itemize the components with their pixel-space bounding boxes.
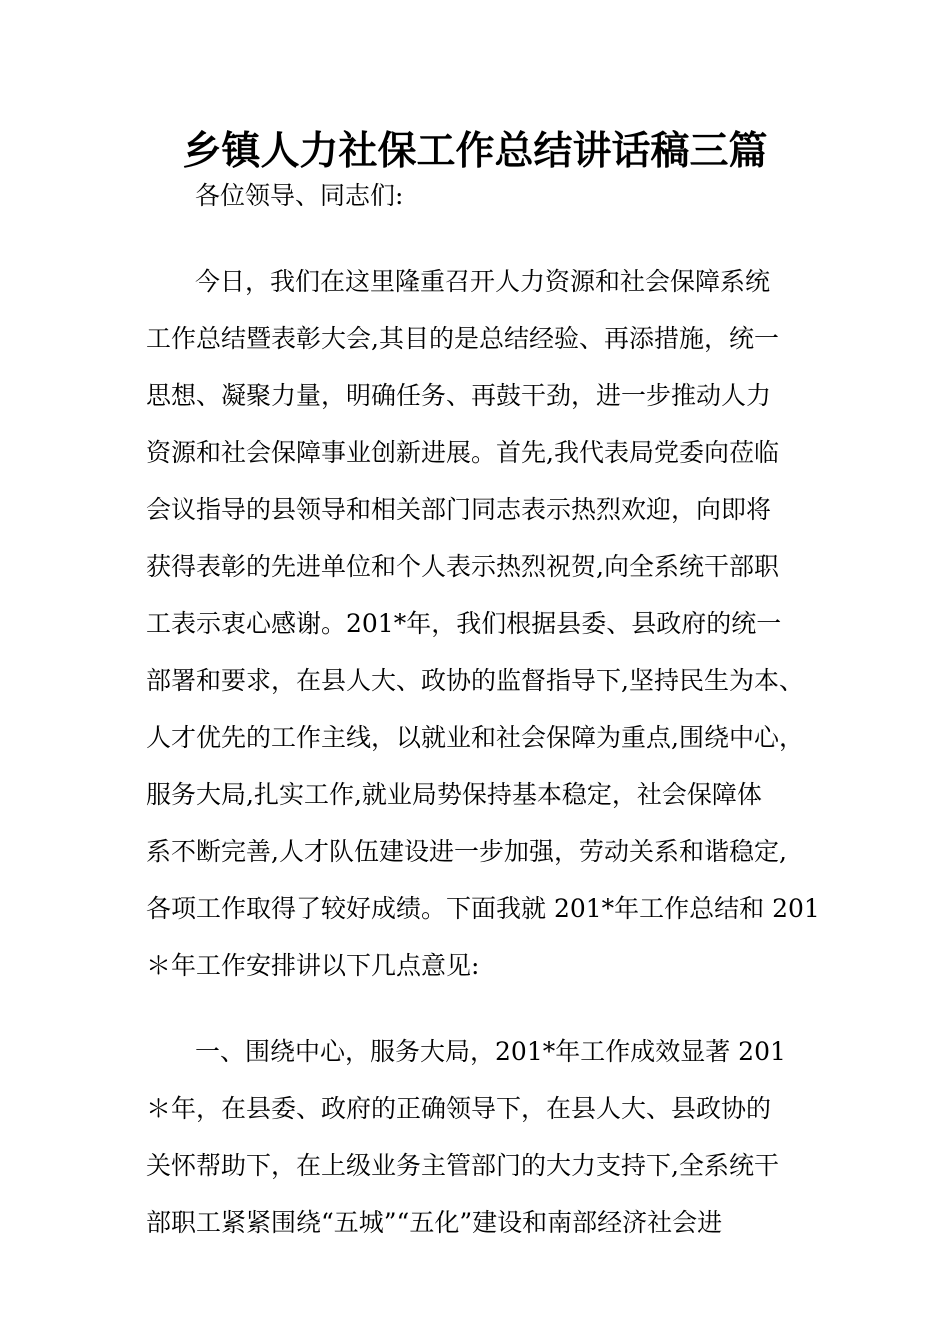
paragraph-line: 关怀帮助下，在上级业务主管部门的大力支持下,全系统干: [146, 1151, 779, 1180]
paragraph-line: 部职工紧紧围绕“五城”“五化”建设和南部经济社会进: [146, 1208, 723, 1237]
paragraph-line: 思想、凝聚力量，明确任务、再鼓干劲，进一步推动人力: [146, 381, 772, 410]
paragraph-line: 部署和要求，在县人大、政协的监督指导下,坚持民生为本、: [146, 666, 804, 695]
document-title: 乡镇人力社保工作总结讲话稿三篇: [182, 129, 768, 174]
section-heading-line: 一、围绕中心，服务大局，201*年工作成效显著 201: [195, 1037, 786, 1066]
paragraph-line: 工表示衷心感谢。201*年，我们根据县委、县政府的统一: [146, 609, 782, 638]
paragraph-line: 资源和社会保障事业创新进展。首先,我代表局党委向莅临: [146, 438, 779, 467]
paragraph-line: 会议指导的县领导和相关部门同志表示热烈欢迎，向即将: [146, 495, 772, 524]
salutation-line: 各位领导、同志们:: [195, 181, 404, 210]
paragraph-line: 服务大局,扎实工作,就业局势保持基本稳定，社会保障体: [146, 780, 762, 809]
paragraph-line: 系不断完善,人才队伍建设进一步加强，劳动关系和谐稳定,: [146, 837, 787, 866]
paragraph-line: 今日，我们在这里隆重召开人力资源和社会保障系统: [195, 267, 771, 296]
paragraph-line: 各项工作取得了较好成绩。下面我就 201*年工作总结和 201: [146, 894, 820, 923]
paragraph-line: ＊年工作安排讲以下几点意见:: [146, 951, 480, 980]
paragraph-line: 获得表彰的先进单位和个人表示热烈祝贺,向全系统干部职: [146, 552, 779, 581]
paragraph-line: 人才优先的工作主线，以就业和社会保障为重点,围绕中心，: [146, 723, 804, 752]
paragraph-line: ＊年，在县委、政府的正确领导下，在县人大、县政协的: [146, 1094, 772, 1123]
paragraph-line: 工作总结暨表彰大会,其目的是总结经验、再添措施，统一: [146, 324, 779, 353]
